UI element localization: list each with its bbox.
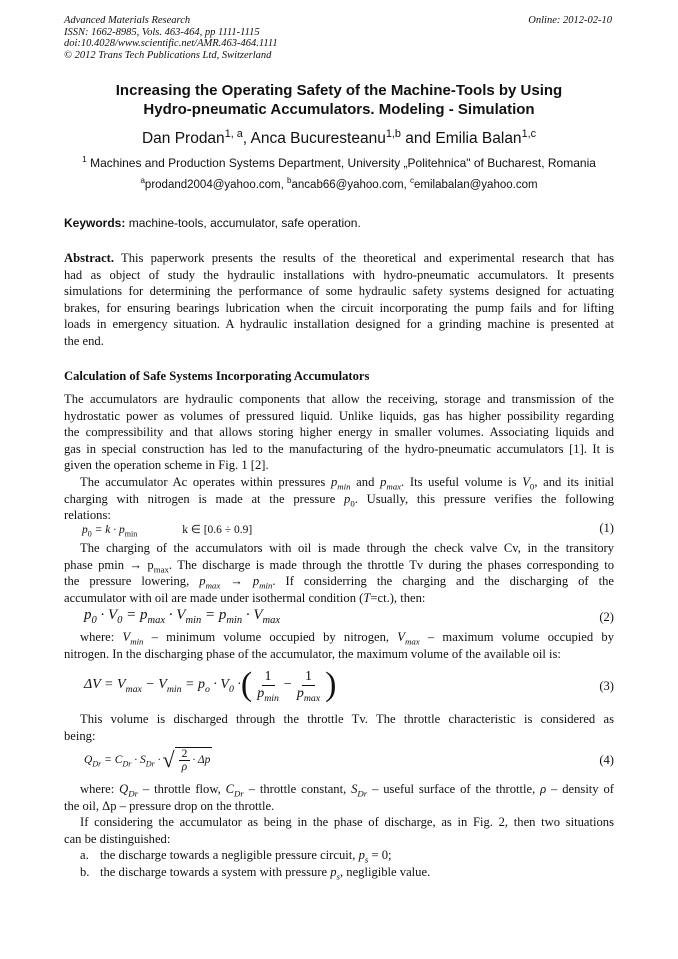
abstract-line: had as object of study the hydraulic installations with hydro-pneumatic accumulators. It presents <box>64 267 614 282</box>
text: . The discharge is made through the throttle Tv during the phases corresponding to <box>168 557 614 572</box>
expr: = p <box>122 607 148 623</box>
var-sub: 0 <box>87 529 92 539</box>
paper-title <box>64 81 614 119</box>
body-line <box>64 573 614 590</box>
affiliation-text: Machines and Production Systems Department, University „Politehnica" of Bucharest, Romania <box>90 156 596 170</box>
body-line: This volume is discharged through the throttle Tv. The throttle characteristic is considered as <box>80 712 614 726</box>
equation-number: (1) <box>599 521 614 535</box>
text: – throttle constant, <box>243 782 352 796</box>
text: . Its useful volume is <box>401 475 523 489</box>
var-sub: s <box>336 871 340 882</box>
online-date: Online: 2012-02-10 <box>528 15 612 26</box>
text: the discharge towards a system with pressure <box>100 864 331 879</box>
var-sub: Dr <box>357 788 368 799</box>
var-sub: min <box>264 692 279 704</box>
var: V <box>397 630 405 644</box>
var: p <box>330 475 338 489</box>
email-link[interactable]: prodand2004@yahoo.com, <box>144 179 288 191</box>
text: , negligible value. <box>339 864 431 879</box>
author-list <box>64 127 614 148</box>
var: p <box>84 607 92 623</box>
var: p <box>252 574 260 589</box>
var: p <box>199 574 206 589</box>
var-sub: Dr <box>234 788 244 799</box>
author-superscript: 1,b <box>385 127 401 140</box>
text: and <box>350 475 381 489</box>
var-sub: min <box>130 636 144 647</box>
paragraph-where-q <box>64 781 614 814</box>
equation-1 <box>64 522 614 539</box>
var: C <box>225 782 235 796</box>
author-separator: and <box>400 130 436 147</box>
expr: = p <box>181 677 205 692</box>
var-sub: Dr <box>145 759 155 769</box>
abstract-line <box>64 250 614 267</box>
text: = 0; <box>368 848 392 862</box>
text: – throttle flow, <box>138 782 226 796</box>
operator: − <box>283 677 292 692</box>
journal-meta <box>64 15 278 61</box>
var-sub: 0 <box>529 481 535 492</box>
numerator: 1 <box>302 669 315 686</box>
title-line-1: Increasing the Operating Safety of the Machine-Tools by Using <box>115 82 563 99</box>
body-line <box>64 491 614 508</box>
var-sub: Dr <box>92 759 102 769</box>
var: p <box>82 524 88 536</box>
text: , and its initial <box>534 475 615 489</box>
author-superscript: 1,c <box>521 127 537 140</box>
expr: · V <box>209 677 229 692</box>
body-line: the oil, Δp – pressure drop on the throttle. <box>64 798 275 813</box>
var-sub: max <box>153 564 169 575</box>
fraction <box>179 748 191 773</box>
var: p <box>358 848 365 862</box>
var-sub: max <box>262 615 281 626</box>
abstract-line: the end. <box>64 333 104 348</box>
text: . Usually, this pressure verifies the following <box>354 491 614 506</box>
abstract-line: loads in emergency situation. A hydraulic installation designed for a grinding machine is presented at <box>64 317 614 332</box>
paragraph-pressures <box>64 474 614 524</box>
text: =ct.), then: <box>370 590 426 605</box>
author-name: Dan Prodan <box>141 130 225 147</box>
var-sub: max <box>147 615 166 626</box>
var: T <box>363 590 371 605</box>
abstract-text: This paperwork presents the results of the theoretical and experimental research that has <box>114 251 614 265</box>
expr: = p <box>201 607 227 623</box>
var-sub: max <box>386 481 402 492</box>
var: p <box>330 864 337 879</box>
expr: · V <box>242 607 263 623</box>
text: the pressure lowering, <box>64 574 200 589</box>
var: V <box>522 475 530 489</box>
title-line-2: Hydro-pneumatic Accumulators. Modeling - Simulation <box>143 101 535 118</box>
var-sub: max <box>404 636 420 647</box>
body-line <box>64 629 614 646</box>
expr: · V <box>96 607 118 623</box>
var: Q <box>119 782 129 796</box>
text: accumulator with oil are made under isothermal condition ( <box>64 590 364 605</box>
equation-3 <box>64 662 614 708</box>
denominator: ρ <box>181 761 188 773</box>
var-sub: max <box>205 580 221 591</box>
body-line: can be distinguished: <box>64 831 171 846</box>
text: phase pmin → p <box>64 557 154 572</box>
author-separator: , <box>242 130 251 147</box>
var-sub: min <box>185 615 202 626</box>
var-sub: max <box>303 692 321 704</box>
var-sub: s <box>364 854 369 865</box>
var-sub: 0 <box>91 615 97 626</box>
paragraph-where-v <box>64 629 614 662</box>
var-sub: Dr <box>128 788 139 799</box>
situation-list <box>64 847 614 880</box>
equation-number: (2) <box>599 610 614 624</box>
equation-4 <box>64 741 614 779</box>
sqrt-icon: √ <box>162 747 175 772</box>
var-sub: Dr <box>122 759 132 769</box>
var: p <box>380 475 387 489</box>
list-marker: b. <box>80 864 90 879</box>
var-sub: o <box>205 683 210 695</box>
abstract-line: brakes, for ensuring bearings lubrication when the circuit incorporating the pump fails and for lifting <box>64 300 614 315</box>
var: p <box>344 491 351 506</box>
text: The accumulator Ac operates within pressures <box>80 475 331 489</box>
var-sub: min <box>337 481 351 492</box>
list-item <box>64 864 614 881</box>
expr: − V <box>141 677 167 692</box>
numerator: 1 <box>262 669 275 686</box>
journal-copyright: © 2012 Trans Tech Publications Ltd, Switzerland <box>64 49 272 61</box>
var-sub: min <box>166 683 182 695</box>
email-marker: c <box>409 176 414 186</box>
list-marker: a. <box>80 848 89 862</box>
paren: ( <box>240 666 253 703</box>
intro-paragraph <box>64 391 614 474</box>
email-link[interactable]: emilabalan@yahoo.com <box>414 179 538 191</box>
body-line <box>64 781 614 798</box>
numerator: 2 <box>179 748 191 761</box>
text: . If considerring the charging and the discharging of the <box>272 574 615 589</box>
expr: = k · p <box>91 524 125 536</box>
var-sub: 0 <box>228 683 234 695</box>
expr: · V <box>165 607 186 623</box>
body-line: The charging of the accumulators with oil is made through the check valve Cv, in the transitory <box>80 541 614 555</box>
fraction <box>254 669 282 702</box>
affiliation-marker: 1 <box>82 154 87 164</box>
var-sub: min <box>124 529 138 539</box>
email-link[interactable]: ancab66@yahoo.com, <box>291 179 410 191</box>
keywords-label: Keywords: <box>64 216 126 230</box>
equation-2 <box>64 607 614 624</box>
abstract <box>64 250 614 350</box>
affiliation <box>64 156 614 170</box>
abstract-line: simulations for determining the performance of some hydraulic safety systems designed for actuating <box>64 284 614 299</box>
paragraph-discharge <box>64 814 614 847</box>
journal-issn: ISSN: 1662-8985, Vols. 463-464, pp 1111-1115 <box>64 26 260 38</box>
text: → <box>220 574 253 589</box>
body-line: relations: <box>64 508 111 523</box>
expr: ΔV = V <box>84 677 126 692</box>
journal-name: Advanced Materials Research <box>64 15 191 26</box>
journal-doi: doi:10.4028/www.scientific.net/AMR.463-464.1111 <box>64 38 278 50</box>
body-line: being: <box>64 728 96 743</box>
expr: · Δp <box>192 754 211 767</box>
sqrt-body <box>175 747 213 773</box>
var-sub: 0 <box>117 615 123 626</box>
var-sub: 0 <box>350 498 355 509</box>
expr: · <box>154 754 161 766</box>
text: – density of <box>546 782 614 796</box>
text: – minimum volume occupied by nitrogen, <box>143 630 398 644</box>
paragraph-throttle <box>64 711 614 744</box>
body-line: The accumulators are hydraulic components that allow the receiving, storage and transmission of the <box>64 392 614 406</box>
body-line: If considering the accumulator as being in the phase of discharge, as in Fig. 2, then two situations <box>80 815 614 829</box>
expr: = C <box>101 754 123 766</box>
denominator: p <box>296 685 304 701</box>
body-line: gas in special construction has led to the manufacturing of the hydro-pneumatic accumulators [1]. It is <box>64 441 614 456</box>
keywords <box>64 216 361 230</box>
email-list <box>64 176 614 191</box>
expr: · <box>233 677 241 692</box>
body-line <box>64 557 614 574</box>
fraction <box>294 669 323 702</box>
denominator: p <box>257 685 265 701</box>
body-line: hydrostatic power as volumes of pressured liquid. Unlike liquids, gas has higher possibility regarding <box>64 408 614 423</box>
equation-number: (3) <box>599 679 614 693</box>
email-marker: a <box>140 176 145 186</box>
text: where: <box>80 782 120 796</box>
equation-number: (4) <box>599 753 614 767</box>
author-name: Anca Bucuresteanu <box>250 130 386 147</box>
email-marker: b <box>287 176 292 186</box>
text: the discharge towards a negligible pressure circuit, <box>100 848 359 862</box>
var: ρ <box>540 782 547 796</box>
text: – maximum volume occupied by <box>419 630 614 644</box>
abstract-label: Abstract. <box>64 251 115 265</box>
author-superscript: 1, a <box>224 127 243 140</box>
var: Q <box>84 754 93 766</box>
paragraph-charging <box>64 540 614 606</box>
text: – useful surface of the throttle, <box>367 782 541 796</box>
keywords-text: machine-tools, accumulator, safe operation. <box>125 216 361 230</box>
section-heading: Calculation of Safe Systems Incorporating Accumulators <box>64 369 370 383</box>
text: where: <box>80 630 123 644</box>
var: S <box>351 782 358 796</box>
var-sub: min <box>226 615 243 626</box>
var-sub: max <box>125 683 142 695</box>
var-sub: min <box>259 580 273 591</box>
body-line: the compressibility and that allows storing higher energy in smaller volumes. Associating liquids and <box>64 425 614 440</box>
paren: ) <box>325 666 337 703</box>
expr: · S <box>131 754 146 766</box>
text: charging with nitrogen is made at the pressure <box>64 491 345 506</box>
var: V <box>122 630 131 644</box>
list-item <box>64 847 614 864</box>
body-line <box>64 590 614 607</box>
author-name: Emilia Balan <box>435 130 522 147</box>
body-line: given the operation scheme in Fig. 1 [2]. <box>64 458 269 473</box>
equation-condition: k ∈ [0.6 ÷ 0.9] <box>182 524 253 536</box>
body-line: nitrogen. In the discharging phase of the accumulator, the maximum volume of the available oil is: <box>64 646 561 661</box>
body-line <box>64 474 614 491</box>
